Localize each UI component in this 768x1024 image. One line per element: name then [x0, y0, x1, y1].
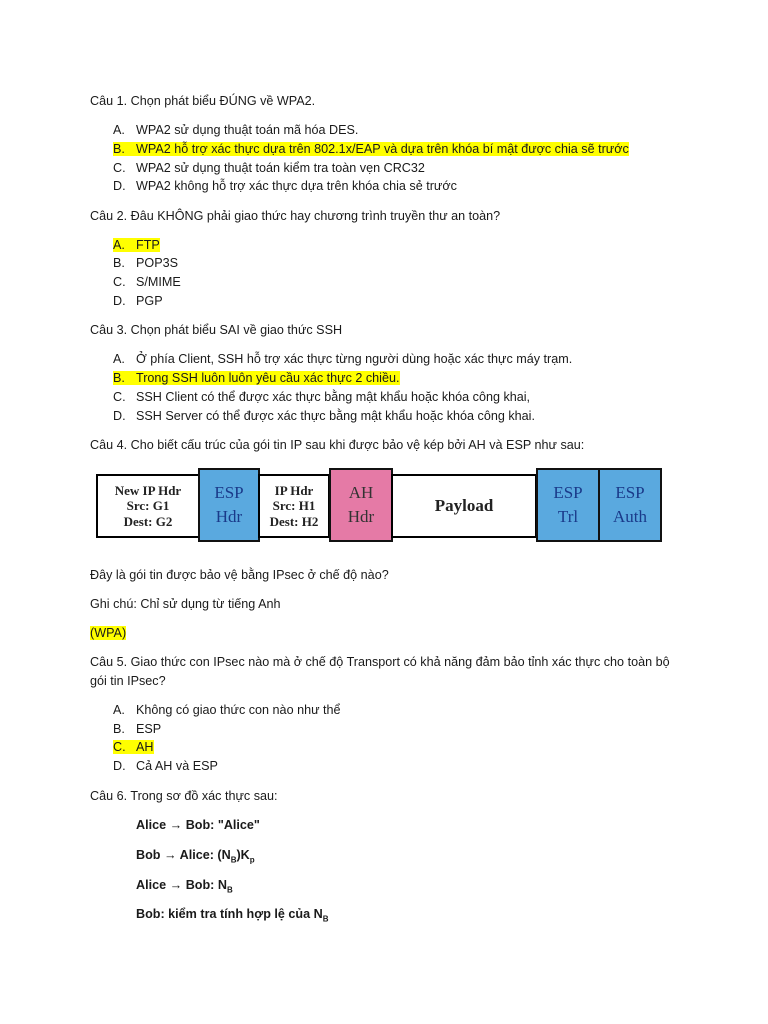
q3-option-c: C. SSH Client có thể được xác thực bằng mật khẩu hoặc khóa công khai, [113, 390, 531, 404]
ipsec-packet-diagram [96, 468, 664, 546]
ah-hdr-cell: AH Hdr [329, 468, 393, 542]
q4-question: Đây là gói tin được bảo vệ bằng IPsec ở chế độ nào? [90, 568, 389, 582]
q6-step-2: Bob → Alice: $(N_B)K_p$ [136, 848, 255, 865]
q4-answer: (WPA) [90, 626, 127, 640]
q1-option-a: A. WPA2 sử dụng thuật toán mã hóa DES. [113, 123, 359, 137]
esp-hdr-cell: ESP Hdr [198, 468, 260, 542]
esp-trl-cell: ESP Trl [536, 468, 600, 542]
q4-note: Ghi chú: Chỉ sử dụng từ tiếng Anh [90, 597, 281, 611]
esp-auth-cell: ESP Auth [598, 468, 662, 542]
q5-option-b: B. ESP [113, 722, 162, 736]
q6-step-1: Alice → Bob: "Alice" [136, 818, 260, 832]
q2-option-b: B. POP3S [113, 256, 178, 270]
q5-option-c: C. AH [113, 740, 154, 754]
q1-option-d: D. WPA2 không hỗ trợ xác thực dựa trên khóa chia sẻ trước [113, 179, 457, 193]
payload-cell: Payload [391, 474, 537, 538]
q3-title: Câu 3. Chọn phát biểu SAI về giao thức SSH [90, 323, 343, 337]
q5-option-d: D. Cả AH và ESP [113, 759, 218, 773]
ip-hdr-cell: IP Hdr Src: H1 Dest: H2 [258, 474, 330, 538]
q3-option-d: D. SSH Server có thể được xác thực bằng mật khẩu hoặc khóa công khai. [113, 409, 535, 423]
q2-option-a: A. FTP [113, 238, 160, 252]
q3-option-b: B. Trong SSH luôn luôn yêu cầu xác thực 2 chiều. [113, 371, 400, 385]
q2-option-c: C. S/MIME [113, 275, 181, 289]
q1-option-b: B. WPA2 hỗ trợ xác thực dựa trên 802.1x/EAP và dựa trên khóa bí mật được chia sẽ trước [113, 142, 629, 156]
new-ip-hdr-cell: New IP Hdr Src: G1 Dest: G2 [96, 474, 200, 538]
q4-title: Câu 4. Cho biết cấu trúc của gói tin IP sau khi được bảo vệ kép bởi AH và ESP như sau: [90, 438, 585, 452]
q3-option-a: A. Ở phía Client, SSH hỗ trợ xác thực từng người dùng hoặc xác thực máy trạm. [113, 352, 573, 366]
q6-step-4: Bob: kiểm tra tính hợp lệ của $N_B$ [136, 907, 329, 924]
q5-option-a: A. Không có giao thức con nào như thể [113, 703, 341, 717]
q6-step-3: Alice → Bob: $N_B$ [136, 878, 233, 895]
q1-title: Câu 1. Chọn phát biểu ĐÚNG về WPA2. [90, 94, 316, 108]
q5-title-line1: Câu 5. Giao thức con IPsec nào mà ở chế độ Transport có khả năng đảm bảo tỉnh xác thực cho toàn bộ [90, 655, 670, 669]
q2-title: Câu 2. Đâu KHÔNG phải giao thức hay chương trình truyền thư an toàn? [90, 209, 501, 223]
q6-title: Câu 6. Trong sơ đồ xác thực sau: [90, 789, 278, 803]
q5-title-line2: gói tin IPsec? [90, 674, 166, 688]
q1-option-c: C. WPA2 sử dụng thuật toán kiểm tra toàn vẹn CRC32 [113, 161, 425, 175]
q2-option-d: D. PGP [113, 294, 163, 308]
